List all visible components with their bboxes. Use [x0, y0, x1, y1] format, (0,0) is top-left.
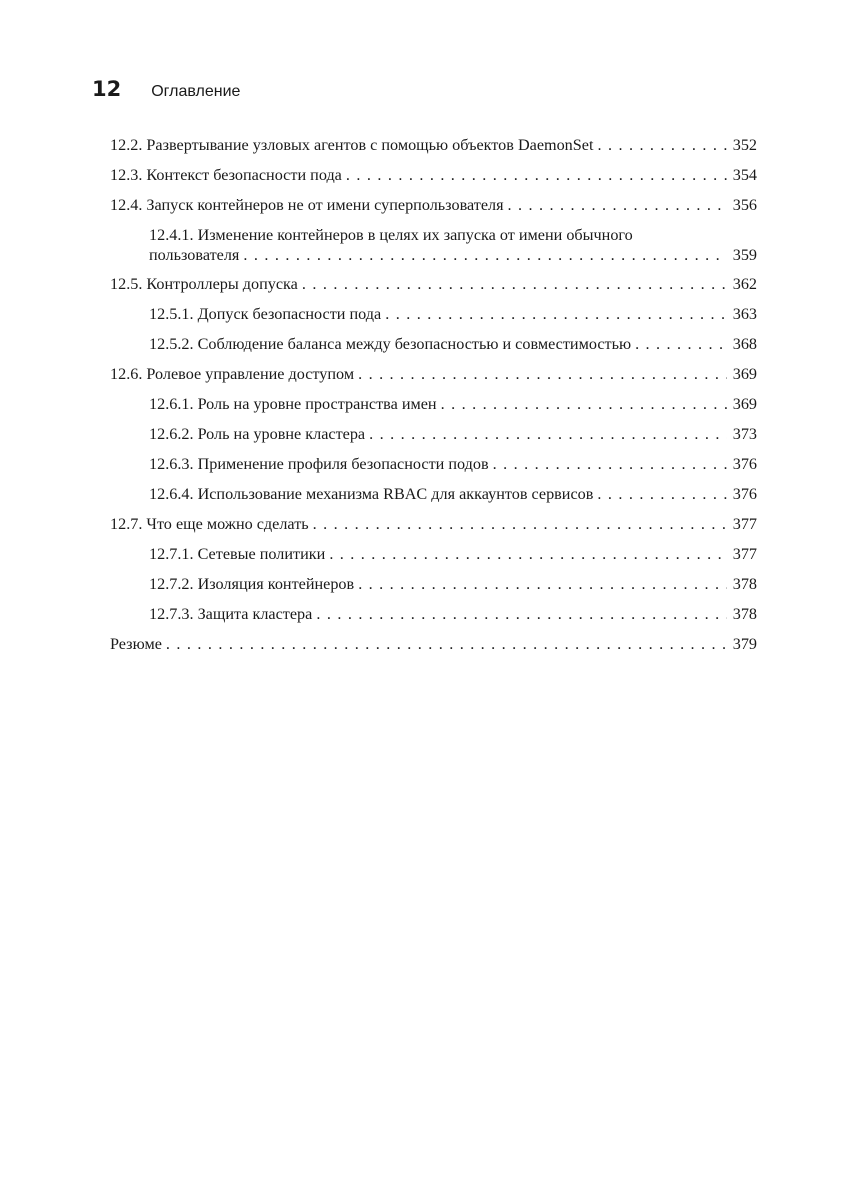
toc-entry-title: Резюме: [110, 635, 162, 653]
toc-entry-title: 12.5.1. Допуск безопасности пода: [149, 305, 382, 323]
toc-page-number: 369: [732, 395, 757, 413]
toc-page-number: 377: [732, 515, 757, 533]
toc-dot-leader: [385, 304, 727, 324]
toc-entry-title: 12.2. Развертывание узловых агентов с помощью объектов DaemonSet: [110, 136, 594, 154]
toc-dot-leader: [358, 574, 727, 594]
page-number: 12: [92, 77, 122, 101]
toc-entry-title: 12.4. Запуск контейнеров не от имени суперпользователя: [110, 196, 504, 214]
toc-page-number: 354: [732, 166, 757, 184]
toc-dot-leader: [597, 135, 727, 155]
toc-page-number: 378: [732, 575, 757, 593]
toc-entry-12-7[interactable]: [110, 514, 757, 534]
toc-dot-leader: [313, 514, 727, 534]
toc-dot-leader: [508, 195, 727, 215]
toc-entry-12-6-3[interactable]: [110, 454, 757, 474]
toc-page-number: 379: [732, 635, 757, 653]
toc-entry-12-6-2[interactable]: [110, 424, 757, 444]
toc-entry-12-2[interactable]: [110, 135, 757, 155]
toc-page-number: 369: [732, 365, 757, 383]
toc-entry-12-6[interactable]: [110, 364, 757, 384]
toc-entry-summary[interactable]: [110, 634, 757, 654]
running-head: Оглавление: [151, 83, 241, 100]
toc-entry-title: 12.7. Что еще можно сделать: [110, 515, 309, 533]
toc-entry-12-7-2[interactable]: [110, 574, 757, 594]
toc-dot-leader: [243, 245, 727, 265]
toc-entry-title: 12.6.4. Использование механизма RBAC для аккаунтов сервисов: [149, 485, 594, 503]
toc-dot-leader: [369, 424, 727, 444]
toc-entry-12-7-3[interactable]: [110, 604, 757, 624]
toc-dot-leader: [358, 364, 727, 384]
toc-entry-12-4-1[interactable]: [110, 225, 757, 265]
toc-page-number: 376: [732, 485, 757, 503]
toc-dot-leader: [316, 604, 727, 624]
toc-page-number: 359: [732, 246, 757, 264]
toc-entry-title: 12.7.3. Защита кластера: [149, 605, 313, 623]
toc-entry-title: 12.6. Ролевое управление доступом: [110, 365, 355, 383]
page-header: [92, 77, 240, 105]
toc-page-number: 377: [732, 545, 757, 563]
toc-entry-title: 12.5.2. Соблюдение баланса между безопасностью и совместимостью: [149, 335, 632, 353]
toc-entry-12-3[interactable]: [110, 165, 757, 185]
toc-dot-leader: [302, 274, 727, 294]
toc-page-number: 352: [732, 136, 757, 154]
toc-entry-12-6-4[interactable]: [110, 484, 757, 504]
toc-entry-title: 12.3. Контекст безопасности пода: [110, 166, 342, 184]
toc-page-number: 378: [732, 605, 757, 623]
toc-entry-12-5-2[interactable]: [110, 334, 757, 354]
toc-dot-leader: [346, 165, 727, 185]
toc-entry-12-6-1[interactable]: [110, 394, 757, 414]
table-of-contents: [110, 135, 757, 664]
toc-entry-12-5-1[interactable]: [110, 304, 757, 324]
toc-entry-12-5[interactable]: [110, 274, 757, 294]
toc-entry-title: 12.7.2. Изоляция контейнеров: [149, 575, 355, 593]
toc-entry-12-7-1[interactable]: [110, 544, 757, 564]
toc-page-number: 368: [732, 335, 757, 353]
toc-entry-title: 12.6.1. Роль на уровне пространства имен: [149, 395, 437, 413]
toc-entry-title: 12.6.3. Применение профиля безопасности подов: [149, 455, 489, 473]
toc-entry-title: 12.7.1. Сетевые политики: [149, 545, 326, 563]
toc-entry-title: 12.6.2. Роль на уровне кластера: [149, 425, 366, 443]
toc-dot-leader: [597, 484, 727, 504]
toc-page-number: 356: [732, 196, 757, 214]
toc-dot-leader: [329, 544, 727, 564]
toc-entry-title-first-line: 12.4.1. Изменение контейнеров в целях их запуска от имени обычного: [149, 226, 633, 244]
toc-page-number: 362: [732, 275, 757, 293]
toc-page-number: 373: [732, 425, 757, 443]
toc-dot-leader: [441, 394, 727, 414]
toc-page-number: 363: [732, 305, 757, 323]
toc-entry-12-4[interactable]: [110, 195, 757, 215]
toc-dot-leader: [166, 634, 727, 654]
toc-entry-title: 12.5. Контроллеры допуска: [110, 275, 298, 293]
toc-dot-leader: [635, 334, 727, 354]
toc-page-number: 376: [732, 455, 757, 473]
toc-dot-leader: [493, 454, 727, 474]
toc-entry-title-continuation: пользователя: [149, 246, 240, 264]
